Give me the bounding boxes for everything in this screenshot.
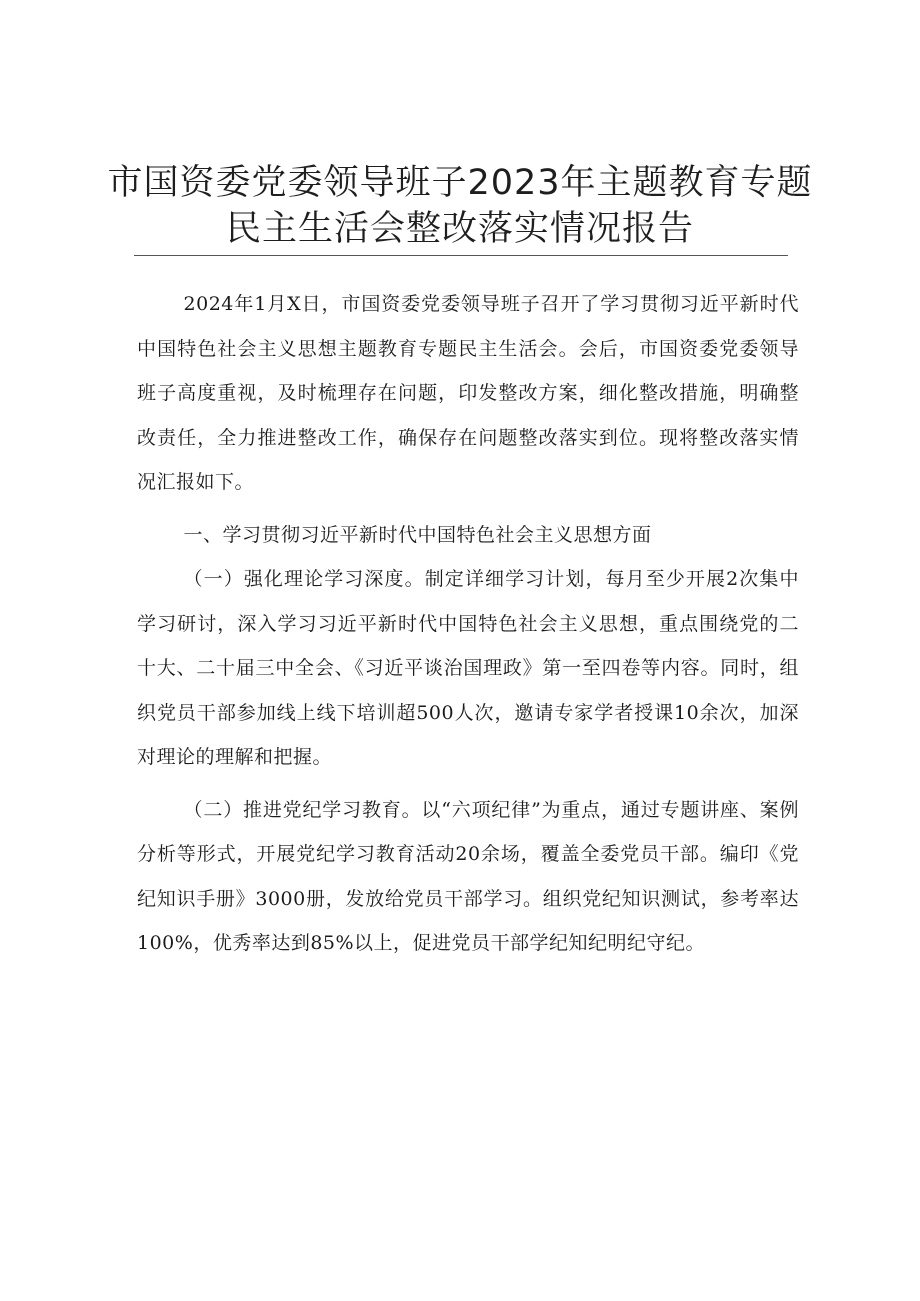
item-paragraph-2: （二）推进党纪学习教育。以“六项纪律”为重点，通过专题讲座、案例分析等形式，开展党纪学习教育活动20余场，覆盖全委党员干部。编印《党纪知识手册》3000册，发放给党员干部学习。组织党纪知识测试，参考率达100%，优秀率达到85%以上，促进党员干部学纪知纪明纪守纪。 (137, 798, 799, 954)
intro-paragraph: 2024年1月X日，市国资委党委领导班子召开了学习贯彻习近平新时代中国特色社会主义思想主题教育专题民主生活会。会后，市国资委党委领导班子高度重视，及时梳理存在问题，印发整改方案，细化整改措施，明确整改责任，全力推进整改工作，确保存在问题整改落实到位。现将整改落实情况汇报如下。 (137, 293, 799, 493)
document-body (137, 282, 799, 966)
title-line-1: 市国资委党委领导班子2023年主题教育专题 (107, 163, 813, 203)
title-line-2: 民主生活会整改落实情况报告 (225, 209, 694, 249)
title-underline (134, 255, 788, 256)
item-paragraph-1: （一）强化理论学习深度。制定详细学习计划，每月至少开展2次集中学习研讨，深入学习习近平新时代中国特色社会主义思想，重点围绕党的二十大、二十届三中全会、《习近平谈治国理政》第一至四卷等内容。同时，组织党员干部参加线上线下培训超500人次，邀请专家学者授课10余次，加深对理论的理解和把握。 (137, 568, 799, 768)
document-title (0, 160, 920, 252)
section-heading-1: 一、学习贯彻习近平新时代中国特色社会主义思想方面 (183, 523, 652, 546)
